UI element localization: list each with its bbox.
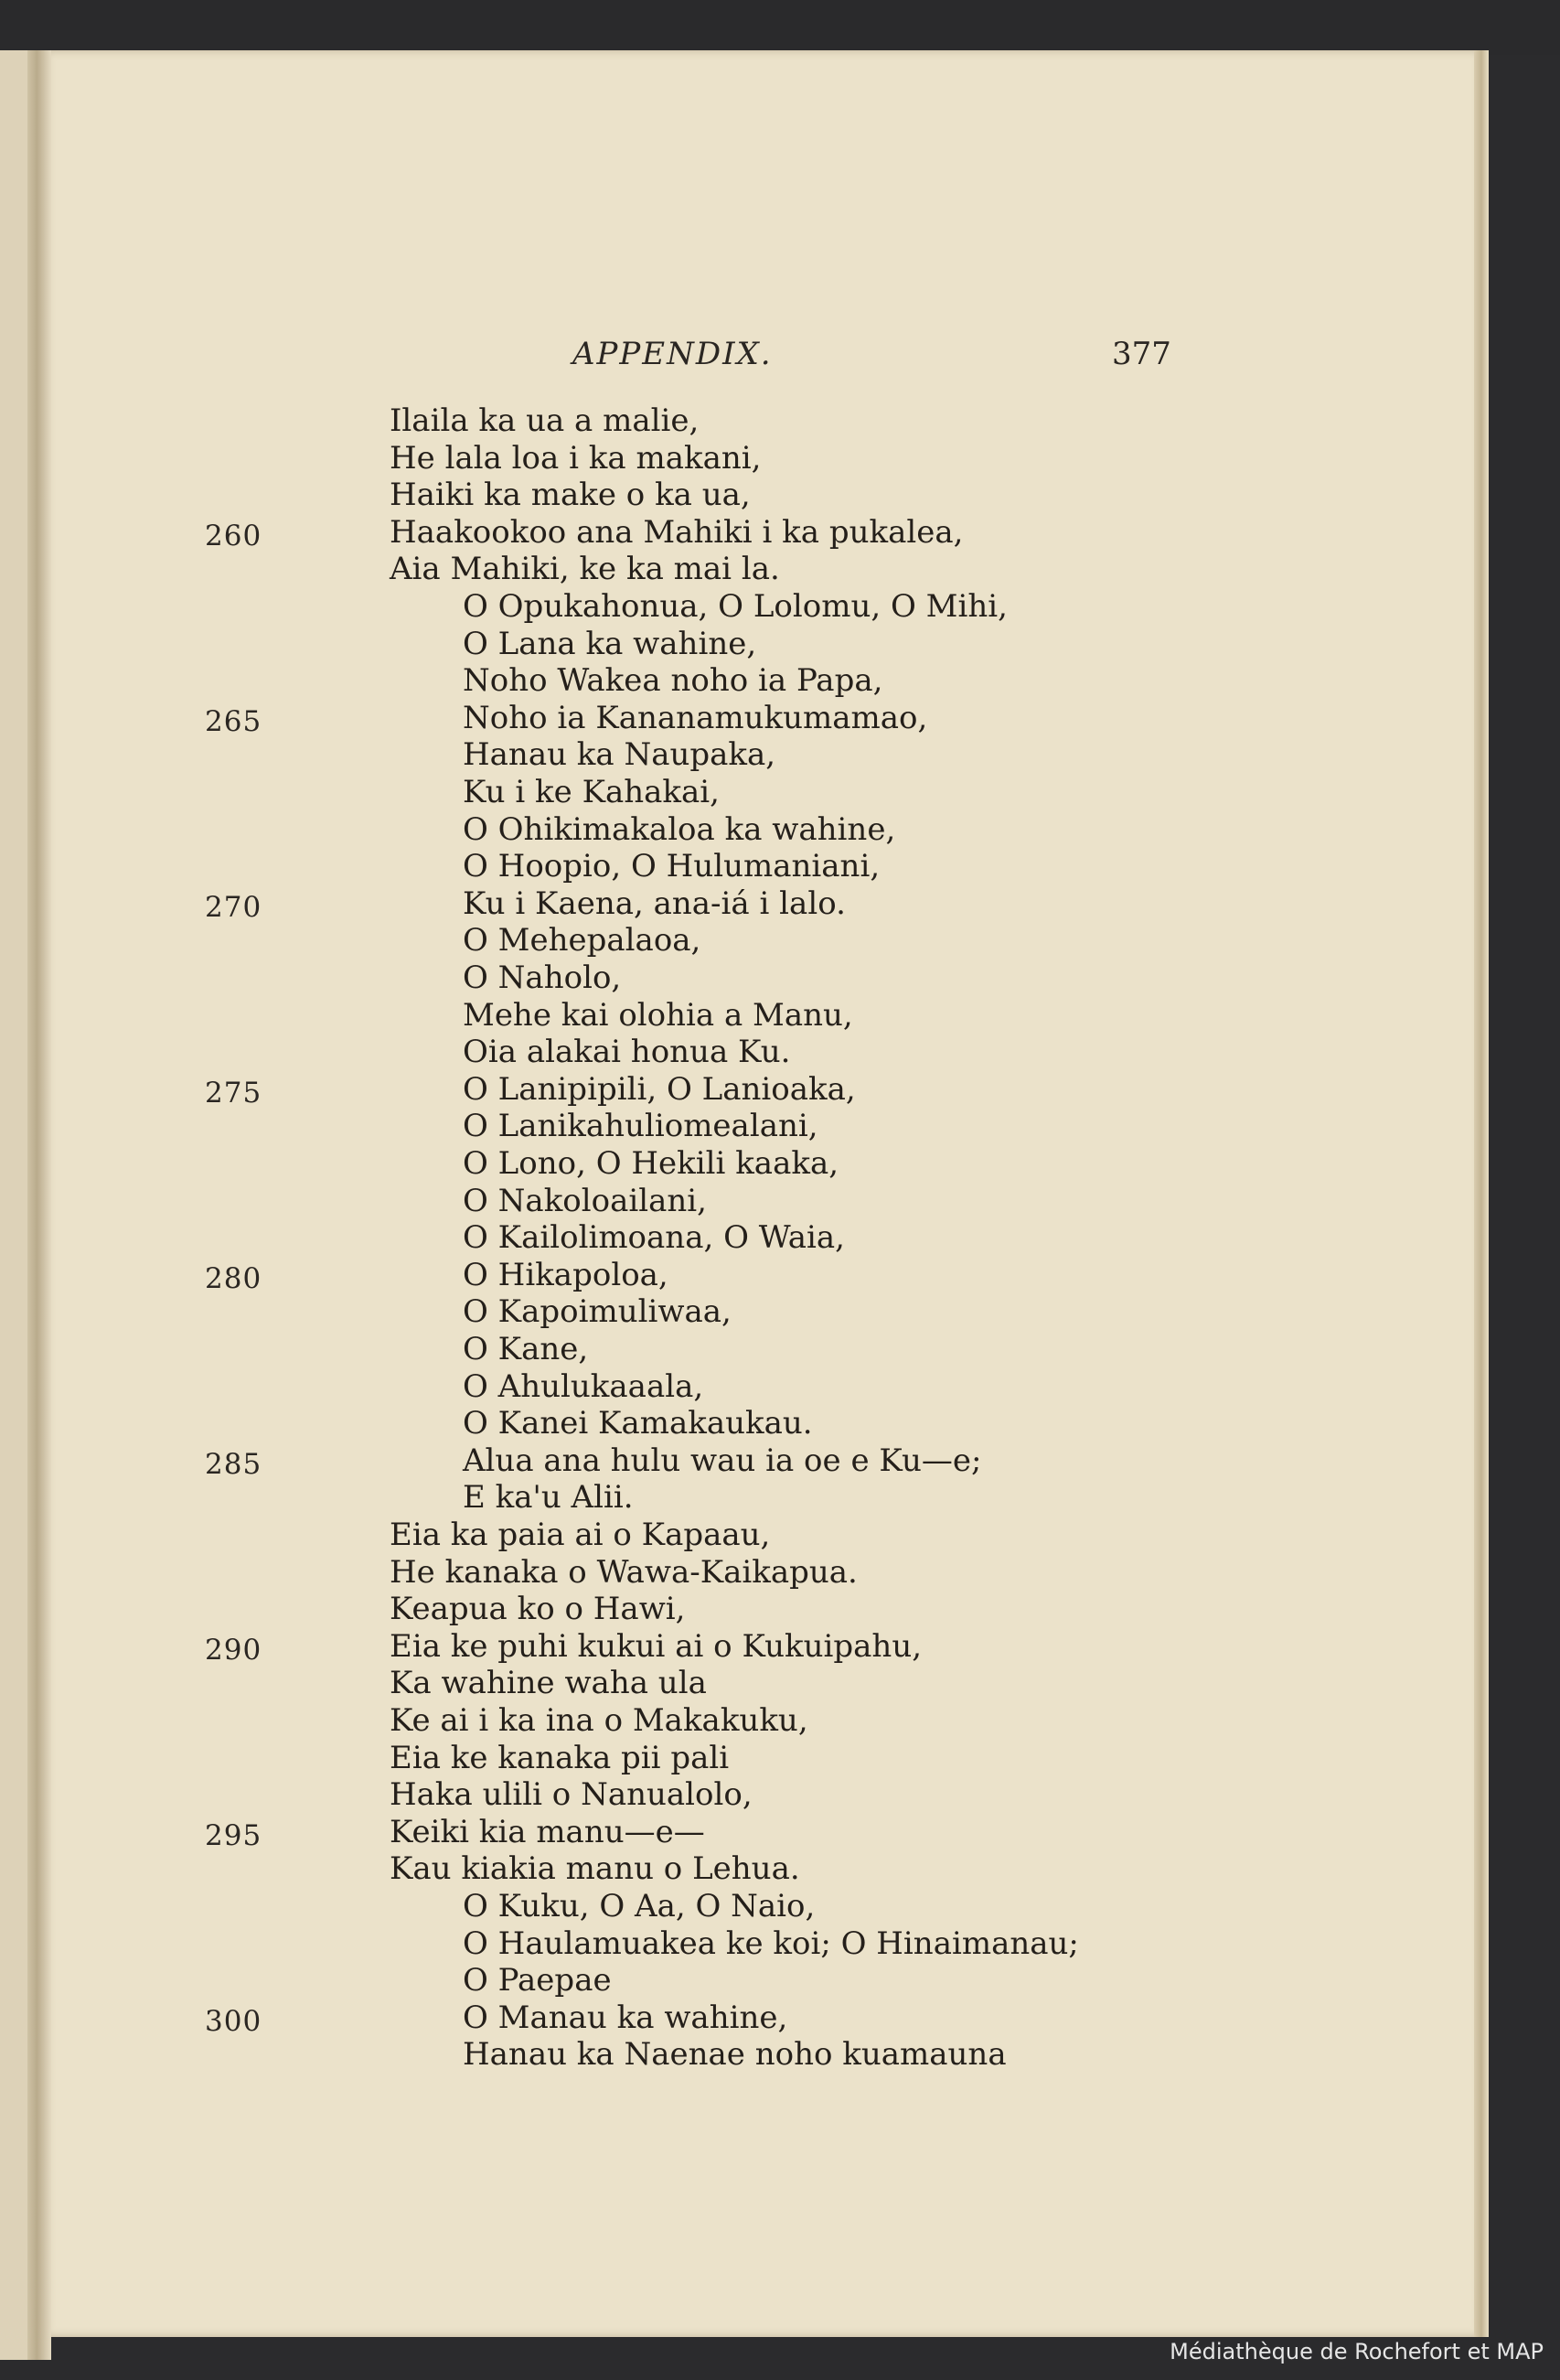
line-text: O Naholo,	[463, 960, 622, 996]
page-edge	[1474, 50, 1489, 2337]
line-text: Haakookoo ana Mahiki i ka pukalea,	[390, 513, 964, 551]
line-text: Ilaila ka ua a malie,	[390, 402, 700, 439]
line-text: Eia ke puhi kukui ai o Kukuipahu,	[390, 1627, 923, 1665]
line-text: Ku i ke Kahakai,	[463, 774, 720, 810]
book-gutter	[27, 50, 51, 2360]
line-text: Oia alakai honua Ku.	[463, 1034, 791, 1071]
line-text: Noho Wakea noho ia Papa,	[463, 662, 883, 700]
line-text: O Haulamuakea ke koi; O Hinaimanau;	[463, 1924, 1079, 1962]
line-text: Aia Mahiki, ke ka mai la.	[390, 551, 780, 588]
line-text: Haka ulili o Nanualolo,	[390, 1776, 753, 1814]
line-text: O Lana ka wahine,	[463, 625, 757, 662]
line-text: O Ohikimakaloa ka wahine,	[463, 810, 896, 848]
line-text: O Manau ka wahine,	[463, 1999, 788, 2036]
line-number: 285	[205, 1447, 262, 1481]
line-number: 275	[205, 1076, 262, 1110]
line-text: O Paepae	[463, 1962, 612, 1999]
source-credit: Médiathèque de Rochefort et MAP	[1170, 2339, 1544, 2364]
line-text: O Kanei Kamakaukau.	[463, 1405, 813, 1442]
line-text: O Kailolimoana, O Waia,	[463, 1219, 845, 1257]
line-number: 260	[205, 519, 262, 552]
book-page	[51, 50, 1487, 2337]
line-text: O Kane,	[463, 1331, 589, 1367]
line-number: 295	[205, 1818, 262, 1852]
line-text: Hanau ka Naenae noho kuamauna	[463, 2036, 1007, 2074]
line-text: Mehe kai olohia a Manu,	[463, 996, 853, 1034]
line-text: O Ahulukaaala,	[463, 1367, 704, 1405]
line-text: O Hoopio, O Hulumaniani,	[463, 848, 881, 885]
line-number: 280	[205, 1261, 262, 1295]
line-text: He lala loa i ka makani,	[390, 439, 762, 477]
scan-background-top	[0, 0, 1560, 55]
line-text: O Lanipipili, O Lanioaka,	[463, 1070, 856, 1108]
line-number: 300	[205, 2004, 262, 2038]
line-text: O Lono, O Hekili kaaka,	[463, 1145, 839, 1182]
running-head: APPENDIX.	[572, 336, 773, 372]
line-text: O Nakoloailani,	[463, 1182, 707, 1219]
line-text: O Kuku, O Aa, O Naio,	[463, 1888, 816, 1924]
line-number: 290	[205, 1633, 262, 1667]
line-text: Eia ka paia ai o Kapaau,	[390, 1517, 771, 1553]
line-text: O Lanikahuliomealani,	[463, 1108, 818, 1145]
line-text: Noho ia Kananamukumamao,	[463, 699, 928, 736]
line-text: Keiki kia manu—e—	[390, 1813, 705, 1850]
line-text: He kanaka o Wawa-Kaikapua.	[390, 1553, 858, 1591]
line-text: O Kapoimuliwaa,	[463, 1293, 732, 1331]
line-text: Ku i Kaena, ana-iá i lalo.	[463, 884, 846, 922]
line-text: E ka'u Alii.	[463, 1479, 634, 1517]
line-text: Haiki ka make o ka ua,	[390, 477, 751, 514]
line-number: 265	[205, 704, 262, 738]
line-text: Eia ke kanaka pii pali	[390, 1739, 730, 1776]
line-text: Hanau ka Naupaka,	[463, 736, 776, 774]
line-text: O Hikapoloa,	[463, 1256, 668, 1293]
line-text: Keapua ko o Hawi,	[390, 1591, 686, 1628]
line-text: Ke ai i ka ina o Makakuku,	[390, 1702, 808, 1739]
page-number: 377	[1112, 336, 1171, 372]
line-text: Alua ana hulu wau ia oe e Ku—e;	[463, 1442, 982, 1479]
line-text: O Mehepalaoa,	[463, 922, 701, 960]
line-number: 270	[205, 890, 262, 924]
line-text: Ka wahine waha ula	[390, 1665, 707, 1702]
line-text: O Opukahonua, O Lolomu, O Mihi,	[463, 588, 1008, 625]
line-text: Kau kiakia manu o Lehua.	[390, 1850, 800, 1888]
